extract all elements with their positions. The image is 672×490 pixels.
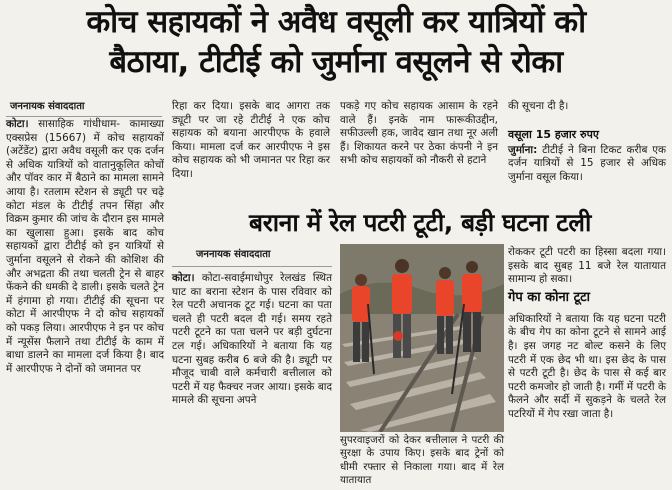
story2-column-c2-text: अधिकारियों ने बताया कि यह घटना पटरी के बीच गेप का कोना टूटने से सामने आई है। इस जगह नट बोल्ट कसने के लिए पटरी में एक छेद भी था। इस छेद के पास से पटरी टूटी है। छेद के पास से कई बार पटरी कमजोर हो जाती है। गर्मी में पटरी के फैलने और सर्दी में सुकड़ने के चलते रेल पटरियों में गेप रखा जाता है। xyxy=(508,312,666,420)
story1-subhead: वसूला 15 हजार रुपए xyxy=(508,127,599,141)
story2-byline-rule xyxy=(172,266,332,267)
photo-caption: सुपरवाइजरों को देकर बत्तीलाल ने पटरी की सुरक्षा के उपाय किए। इसके बाद ट्रेनों को धीमी रफ्तार से निकाला गया। बाद में रेल यातायात xyxy=(340,435,504,487)
railway-track-photo xyxy=(340,244,504,432)
story2-column-c-text: रोककर टूटी पटरी का हिस्सा बदला गया। इसके बाद सुबह 11 बजे रेल यातायात सामान्य हो सका। xyxy=(508,246,666,286)
story1-sub-dateline: जुर्माना: xyxy=(508,143,538,156)
story2-column-c xyxy=(508,246,666,422)
story1-column-1 xyxy=(6,118,164,376)
story1-column-3: पकड़े गए कोच सहायक आसाम के रहने वाले हैं। इनके नाम फारूकीउद्दीन, सफीउल्ली हक, जावेद खान तथा नूर अली हैं। शिकायत करने पर ठेका कंपनी ने इन सभी कोच सहायकों को नौकरी से हटाने xyxy=(340,100,498,167)
story2-column-a-text: कोटा-सवाईमाधोपुर रेलखंड स्थित घाट का बराना स्टेशन के पास रविवार को रेल पटरी अचानक टूट गई। घटना का पता चलते ही पटरी बदल दी गई। समय रहते पटरी टूटने का पता चलने पर बड़ी दुर्घटना टल गई। अधिकारियों ने बताया कि यह घटना सुबह करीब 6 बजे की है। ड्यूटी पर मौजूद चाबी वाले कर्मचारी बत्तीलाल को पटरी में यह फैक्चर नजर आया। इसके बाद मामले की सूचना अपने xyxy=(172,272,332,407)
story1-column-2: रिहा कर दिया। इसके बाद आगरा तक ड्यूटी पर जा रहे टीटीई ने एक कोच सहायक को बयाना आरपीएफ के हवाले किया। मामला दर्ज कर आरपीएफ ने इस कोच सहायक को भी जमानत पर रिहा कर दिया। xyxy=(172,100,330,180)
story2-column-a xyxy=(172,272,332,408)
story1-byline: जननायक संवाददाता xyxy=(10,101,85,112)
headline-line-1: कोच सहायकों ने अवैध वसूली कर यात्रियों को xyxy=(86,4,586,40)
byline-rule xyxy=(6,116,162,117)
story1-subsection-text: टीटीई ने बिना टिकट करीब एक दर्जन यात्रियों से 15 हजार से अधिक जुर्माना वसूल किया। xyxy=(508,143,666,183)
headline-line-2: बैठाया, टीटीई को जुर्माना वसूलने से रोका xyxy=(109,44,563,80)
story1-column-1-text: सासाहिक गांधीधाम- कामाख्या एक्सप्रेस (15667) में कोच सहायकों (अटेंडेंट) द्वारा अवैध वसूली कर एक दर्जन से अधिक यात्रियों को वातानुकूलित कोचों और पॉवर कार में बैठाने का मामला सामने आया है। रतलाम स्टेशन से ड्यूटी पर चढ़े कोटा मंडल के टीटीई तपन सिंहा और विक्रम कुमार की जांच के दौरान इस मामले का खुलासा हुआ। इसके बाद कोच सहायकों द्वारा टीटीई को इन यात्रियों से जुर्माना वसूलने से रोकने की कोशिश की और अभद्रता की तथा चलती ट्रेन से बाहर फेंकने की धमकी दे डाली। इसके चलते ट्रेन में हंगामा हो गया। टीटीई की सूचना पर कोटा में आरपीएफ ने दो कोच सहायकों को पकड़ लिया। आरपीएफ ने इन पर कोच में न्यूसेंस फैलाने तथा टीटीई के काम में बाधा डालने का मामला दर्ज किया है। बाद में आरपीएफ ने दोनों को जमानत पर xyxy=(6,118,165,375)
main-headline xyxy=(0,2,672,88)
story2-subhead: गेप का कोना टूटा xyxy=(508,289,591,305)
story1-column-4-text: की सूचना दी है। xyxy=(508,100,569,112)
track-workers-illustration xyxy=(340,244,504,432)
story1-dateline: कोटा। xyxy=(6,118,29,130)
marker-red xyxy=(393,331,403,341)
story2-byline: जननायक संवाददाता xyxy=(196,249,271,260)
story1-column-4 xyxy=(508,100,666,184)
story1-subsection xyxy=(508,126,666,185)
story2-headline: बराना में रेल पटरी टूटी, बड़ी घटना टली xyxy=(249,208,591,237)
story2-dateline: कोटा। xyxy=(172,272,195,284)
